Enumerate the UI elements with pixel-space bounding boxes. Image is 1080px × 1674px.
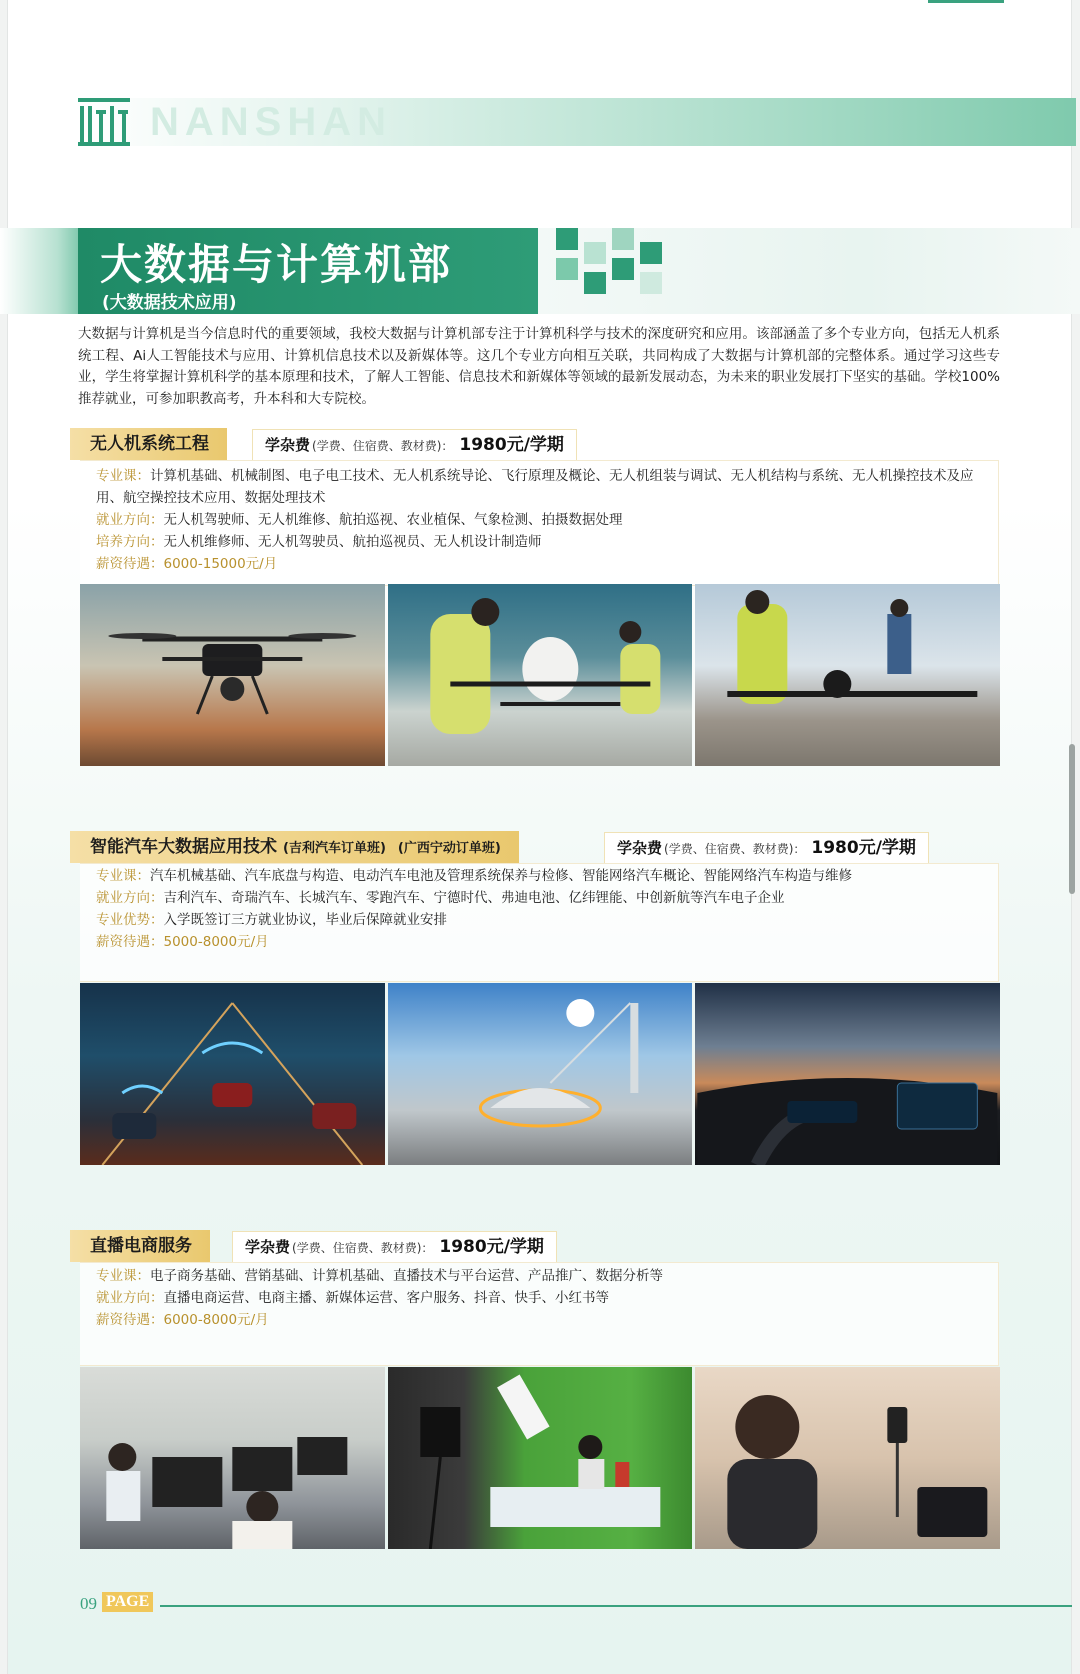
live-streamer-photo bbox=[695, 1367, 1000, 1549]
decor-square bbox=[640, 242, 662, 264]
field-scene-icon bbox=[695, 584, 1000, 766]
fee-amount: 1980元/学期 bbox=[811, 838, 916, 858]
salary-value: 6000-8000元/月 bbox=[163, 1312, 269, 1328]
detail-row bbox=[80, 1265, 998, 1287]
detail-row bbox=[80, 531, 998, 553]
decor-square bbox=[556, 228, 578, 250]
section-title-text: 智能汽车大数据应用技术 bbox=[90, 837, 277, 857]
detail-row bbox=[80, 509, 998, 531]
row-key: 专业课： bbox=[96, 1268, 150, 1284]
top-accent-bar bbox=[928, 0, 1004, 3]
live-studio-photo bbox=[388, 1367, 693, 1549]
row-key: 薪资待遇： bbox=[96, 1312, 164, 1328]
course-detail-box bbox=[80, 1262, 999, 1366]
row-value: 无人机维修师、无人机驾驶员、航拍巡视员、无人机设计制造师 bbox=[163, 534, 542, 550]
workshop-scene-icon bbox=[388, 584, 693, 766]
row-key: 专业优势： bbox=[96, 912, 164, 928]
studio-scene-icon bbox=[388, 1367, 693, 1549]
detail-row bbox=[80, 865, 998, 887]
decor-square bbox=[556, 258, 578, 280]
decor-square bbox=[584, 242, 606, 264]
detail-row bbox=[80, 553, 998, 575]
fee-note: (学费、住宿费、教材费)： bbox=[292, 1241, 434, 1255]
page-label: PAGE bbox=[102, 1592, 153, 1612]
drone-icon bbox=[80, 584, 385, 766]
connected-traffic-photo bbox=[80, 983, 385, 1165]
photo-row bbox=[80, 1367, 1000, 1549]
row-key: 专业课： bbox=[96, 868, 150, 884]
detail-row bbox=[80, 931, 998, 953]
row-key: 培养方向： bbox=[96, 534, 164, 550]
fee-note: (学费、住宿费、教材费)： bbox=[312, 439, 454, 453]
fee-label: 学杂费 bbox=[265, 436, 311, 454]
row-value: 汽车机械基础、汽车底盘与构造、电动汽车电池及管理系统保养与检修、智能网络汽车概论、智能网络汽车构造与维修 bbox=[150, 868, 852, 884]
section-title bbox=[70, 831, 519, 863]
decor-square bbox=[584, 272, 606, 294]
row-key: 薪资待遇： bbox=[96, 934, 164, 950]
streamer-icon bbox=[695, 1367, 1000, 1549]
row-key: 就业方向： bbox=[96, 1290, 164, 1306]
decor-square bbox=[640, 272, 662, 294]
dashboard-icon bbox=[695, 983, 1000, 1165]
section-tag: (吉利汽车订单班) bbox=[283, 841, 386, 856]
course-detail-box bbox=[80, 863, 999, 982]
photo-row bbox=[80, 983, 1000, 1165]
nanshan-logo-icon bbox=[78, 96, 130, 148]
detail-row bbox=[80, 887, 998, 909]
section-title bbox=[70, 428, 227, 460]
fee-box bbox=[232, 1231, 557, 1263]
computer-lab-photo bbox=[80, 1367, 385, 1549]
photo-row bbox=[80, 584, 1000, 766]
fee-label: 学杂费 bbox=[245, 1238, 291, 1256]
page-number: 09 bbox=[80, 1594, 97, 1613]
decor-square bbox=[612, 258, 634, 280]
row-value: 计算机基础、机械制图、电子电工技术、无人机系统导论、飞行原理及概论、无人机组装与调试、无人机结构与系统、无人机操控技术及应用、航空操控技术应用、数据处理技术 bbox=[96, 468, 974, 506]
row-value: 吉利汽车、奇瑞汽车、长城汽车、零跑汽车、宁德时代、弗迪电池、亿纬锂能、中创新航等汽车电子企业 bbox=[163, 890, 785, 906]
salary-value: 5000-8000元/月 bbox=[163, 934, 269, 950]
row-value: 电子商务基础、营销基础、计算机基础、直播技术与平台运营、产品推广、数据分析等 bbox=[150, 1268, 663, 1284]
drone-field-test-photo bbox=[695, 584, 1000, 766]
row-key: 就业方向： bbox=[96, 512, 164, 528]
fee-box bbox=[604, 832, 929, 864]
fee-amount: 1980元/学期 bbox=[439, 1237, 544, 1257]
computer-lab-icon bbox=[80, 1367, 385, 1549]
department-title: 大数据与计算机部 bbox=[100, 240, 453, 289]
traffic-scene-icon bbox=[80, 983, 385, 1165]
department-subtitle: (大数据技术应用) bbox=[102, 293, 237, 313]
decor-square bbox=[612, 228, 634, 250]
course-detail-box bbox=[80, 460, 999, 586]
row-value: 直播电商运营、电商主播、新媒体运营、客户服务、抖音、快手、小红书等 bbox=[163, 1290, 609, 1306]
section-title-text: 直播电商服务 bbox=[90, 1236, 192, 1256]
smart-car-bridge-photo bbox=[388, 983, 693, 1165]
fee-label: 学杂费 bbox=[617, 839, 663, 857]
detail-row bbox=[80, 1309, 998, 1331]
car-dashboard-photo bbox=[695, 983, 1000, 1165]
drone-flying-photo bbox=[80, 584, 385, 766]
footer-line bbox=[160, 1605, 1072, 1607]
row-key: 专业课： bbox=[96, 468, 150, 484]
section-title-text: 无人机系统工程 bbox=[90, 434, 209, 454]
section-tag: (广西宁动订单班) bbox=[397, 841, 501, 856]
detail-row bbox=[80, 909, 998, 931]
fee-amount: 1980元/学期 bbox=[459, 435, 564, 455]
brand-text: NANSHAN bbox=[150, 100, 392, 144]
detail-row bbox=[80, 1287, 998, 1309]
row-value: 入学既签订三方就业协议，毕业后保障就业安排 bbox=[163, 912, 447, 928]
section-title bbox=[70, 1230, 210, 1262]
fee-box bbox=[252, 429, 577, 461]
fee-note: (学费、住宿费、教材费)： bbox=[664, 842, 806, 856]
car-bridge-icon bbox=[388, 983, 693, 1165]
scrollbar-thumb[interactable] bbox=[1069, 744, 1075, 894]
row-key: 就业方向： bbox=[96, 890, 164, 906]
drone-assembly-photo bbox=[388, 584, 693, 766]
salary-value: 6000-15000元/月 bbox=[163, 556, 278, 572]
row-key: 薪资待遇： bbox=[96, 556, 164, 572]
detail-row bbox=[80, 465, 998, 509]
department-intro: 大数据与计算机是当今信息时代的重要领域，我校大数据与计算机部专注于计算机科学与技术的深度研究和应用。该部涵盖了多个专业方向，包括无人机系统工程、Ai人工智能技术与应用、计算机信息技术以及新媒体等。这几个专业方向相互关联，共同构成了大数据与计算机部的完整体系。通过学习这些专业，学生将掌握计算机科学的基本原理和技术，了解人工智能、信息技术和新媒体等领域的最新发展动态，为未来的职业发展打下坚实的基础。学校100%推荐就业，可参加职教高考，升本科和大专院校。 bbox=[78, 326, 1000, 407]
row-value: 无人机驾驶师、无人机维修、航拍巡视、农业植保、气象检测、拍摄数据处理 bbox=[163, 512, 623, 528]
